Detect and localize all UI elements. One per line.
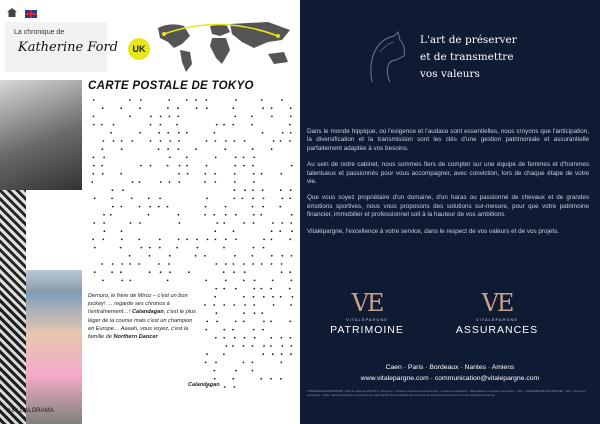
man-hat-photo [26,292,82,424]
article-text-block [88,96,298,394]
page-number: 18 [8,408,15,414]
author-photo [0,80,82,190]
caption-line-2: jockey! … regarde ses [88,301,144,308]
office-cities: Caen · Paris · Bordeaux · Nantes · Amiens [385,364,515,371]
logo-assurances[interactable] [452,290,542,336]
world-map-icon [150,18,300,76]
page-footer: 18 | GALORAMA [8,408,54,414]
caption-bold-calandagan: Calandagan [131,309,164,316]
ad-paragraph: Dans le monde hippique, où l'exigence et l'audace sont essentielles, nous croyons que l'anticipation, la diversification et la transmission sont les clés d'une gestion patrimoniale et assurantielle parfaitement adaptée à vos besoins. [307,128,589,152]
logo-name: PATRIMOINE [330,324,404,336]
logo-sub: VITALÉPARGNE [345,317,389,322]
chronique-author: Katherine Ford [18,40,118,55]
zebra-pattern-image [0,190,26,424]
ad-title-line-1: L'art de préserver [420,34,517,46]
caption-line-5: mais c'est un champion en Europe… [88,317,193,332]
contact-links[interactable]: www.vitalepargne.com · communication@vitalepargne.com [360,375,540,382]
ad-title-line-2: et de transmettre [420,51,514,63]
photo-caption [88,292,200,341]
logo-patrimoine[interactable] [322,290,412,336]
horse-head-icon [360,30,410,90]
article-title: CARTE POSTALE DE TOKYO [88,80,254,92]
caption-line-7: famille de [88,334,112,341]
ad-paragraph: Vitalépargne, l'excellence à votre service, dans le respect de vos valeurs et de vos projets. [307,227,560,235]
ve-monogram: VE [481,289,513,317]
ad-body [307,128,589,244]
ad-paragraph: Au sein de notre cabinet, nous sommes fiers de compter sur une équipe de femmes et d'hommes talentueux et passionnés pour vous accompagner, avec conviction, lors de chaque étape de votre vie. [307,161,589,186]
legal-notice: VITALÉPARGNE PATRIMOINE · SAS au capital de 100 000 € · RCS Caen · Conseil en investissements financiers · Courtier en assurances · Intermédiaire en opérations de banque · Orias · VITALÉPARGNE ASSURANCES · SAS · Courtier en assurances · Orias · Garantie financière et assurance de responsabilité civile professionnelle conformes au Code des assurances et au Code monétaire et financier. [307,390,586,397]
logo-name: ASSURANCES [455,324,539,336]
uk-badge: UK [128,38,150,60]
logo-sub: VITALÉPARGNE [475,317,519,322]
caption-tail: Calandagan [188,382,220,388]
magazine-name: GALORAMA [19,408,54,414]
caption-line-4: , c'est le plus léger de la course [88,309,196,324]
home-icon[interactable] [7,8,17,17]
uk-flag-icon[interactable] [25,10,37,18]
photo-column [0,80,82,420]
ad-title [420,32,590,83]
caption-line-1: Demuro, le frère de Mirco – c'est un bon [88,293,188,299]
caption-line-3: chronos à l'entraînement…! [88,301,170,316]
ad-paragraph: Que vous soyez propriétaire d'un domaine, d'un haras ou passionné de chevaux et de grandes émotions sportives, nous vous proposons des solutions sur-mesure, pour que votre patrimoine financier, immobilier et professionnel soit à la hauteur de vos ambitions. [307,194,589,219]
caption-line-6: Aaaah, vous voyez, c'est la [120,325,189,332]
ve-monogram: VE [351,289,383,317]
caption-bold-northern-dancer: Northern Dancer [113,334,158,341]
chronique-label: La chronique de [14,29,65,36]
ad-title-line-3: vos valeurs [420,68,480,80]
